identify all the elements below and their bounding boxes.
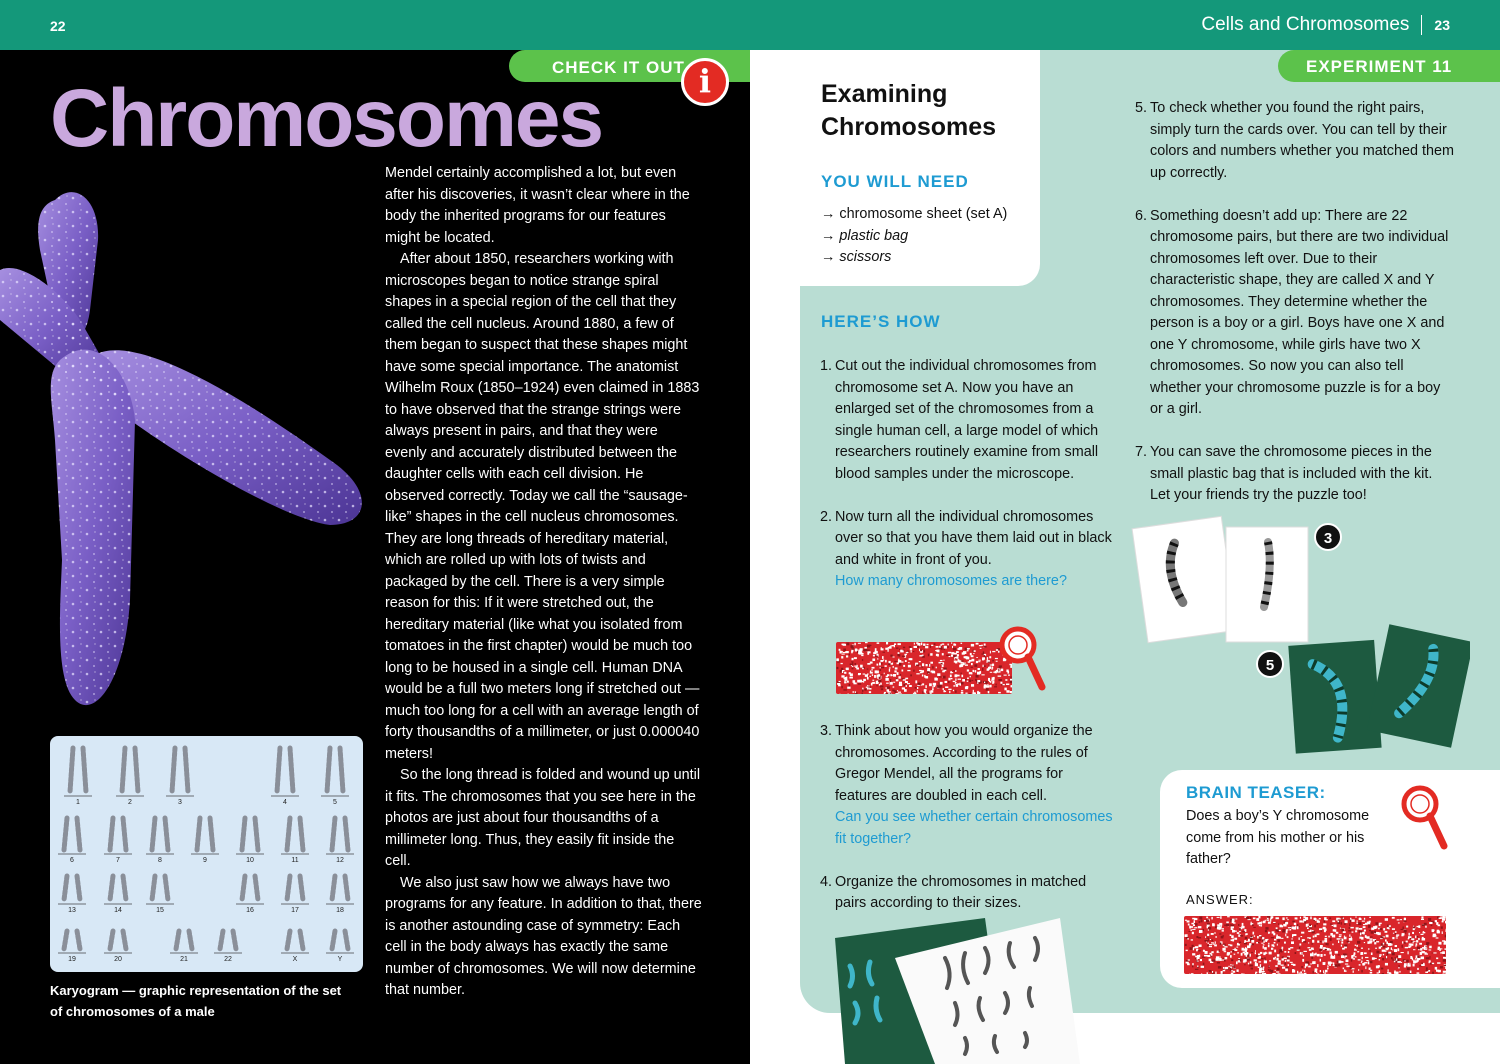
karyogram-number: 10	[246, 857, 254, 864]
karyogram-number: Y	[337, 956, 343, 963]
info-icon: i	[681, 58, 729, 106]
karyogram-chromosome-pair	[214, 931, 242, 963]
step-text: You can save the chromosome pieces in the small plastic bag that is included with the kit. Let your friends try the puzzle too!	[1150, 444, 1433, 503]
answer-field	[1184, 916, 1446, 974]
karyogram-chromosome-pair	[271, 748, 299, 806]
brain-teaser-box	[1160, 770, 1500, 988]
left-page-number: 22	[50, 18, 66, 34]
karyogram-number: X	[292, 956, 298, 963]
karyogram-number: 15	[156, 907, 164, 914]
answer-label: ANSWER:	[1186, 892, 1254, 907]
experiment-title-line: Examining	[821, 80, 948, 108]
karyogram-number: 3	[178, 799, 182, 806]
step-item	[1135, 442, 1455, 507]
karyogram-number: 6	[70, 857, 74, 864]
heres-how-heading: HERE’S HOW	[821, 312, 941, 331]
karyogram-number: 2	[128, 799, 132, 806]
karyogram-caption: Karyogram — graphic representation of the set of chromosomes of a male	[50, 983, 342, 1019]
karyogram-number: 11	[291, 857, 299, 864]
karyogram-number: 12	[336, 857, 344, 864]
step-text: To check whether you found the right pairs, simply turn the cards over. You can tell by their colors and numbers whether you matched them up correctly.	[1150, 100, 1454, 181]
step-number: 2.	[820, 508, 833, 525]
step-question: How many chromosomes are there?	[835, 573, 1067, 589]
paragraph: After about 1850, researchers working with microscopes began to notice strange spiral shapes in a special region of the cell that they called the cell nucleus. Around 1880, a few of them began to suspect that these shapes might have some special importance. The anatomist Wilhelm Roux (1850–1924) even claimed in 1883 to have observed that the strange strings were always present in pairs, and that they were evenly and accurately distributed between the daughter cells with each cell division. He observed correctly. Today we call the “sausage-like” shapes in the cell nucleus chromosomes. They are long threads of hereditary material, which are rolled up with lots of twists and packaged by the cell. There is a very simple reason for this: If it were stretched out, the hereditary material (like what you isolated from tomatoes in the first chapter) would be much too long to be housed in a single cell. Human DNA would be a full two meters long if stretched out — much too long for a cell with an average length of forty thousandths of a millimeter, or just 0.000040 meters!	[385, 251, 700, 762]
step-number: 5.	[1135, 100, 1148, 116]
check-it-out-tab: CHECK IT OUT	[509, 50, 750, 82]
step-number: 3.	[820, 723, 833, 739]
karyogram-chart	[50, 736, 363, 972]
karyogram-number: 7	[116, 857, 120, 864]
paragraph: We also just saw how we always have two programs for any feature. In addition to that, there is another astounding case of symmetry: Each cell in the body always has exactly the same number of chromosomes. We will now determine that number.	[385, 874, 702, 998]
karyogram-chromosome-pair	[321, 748, 349, 806]
karyogram-number: 16	[246, 907, 254, 914]
karyogram-number: 20	[114, 956, 122, 963]
karyogram-number: 14	[114, 907, 122, 914]
answer-field	[836, 642, 1012, 694]
karyogram-number: 1	[76, 799, 80, 806]
karyogram-chromosome-pair	[104, 931, 132, 963]
step-number: 7.	[1135, 444, 1148, 460]
paragraph: So the long thread is folded and wound up until it fits. The chromosomes that you see here in the photos are just about four thousandths of a millimeter long. Thus, they easily fit inside the cell.	[385, 767, 701, 869]
you-will-need-heading: YOU WILL NEED	[821, 172, 969, 191]
body-text	[385, 163, 703, 1002]
karyogram-chromosome-pair	[58, 876, 86, 914]
magnifier-icon	[998, 625, 1046, 691]
step-item	[820, 507, 1115, 593]
karyogram-chromosome-pair	[58, 931, 86, 963]
step-text: Something doesn’t add up: There are 22 chromosome pairs, but there are two individual chromosomes left over. Due to their characteristic shape, they are called X and Y chromosomes. They determine whether the person is a boy or a girl. Boys have one X and one Y chromosome, while girls have two X chromosomes. So now you can also tell whether your chromosome puzzle is for a boy or a girl.	[1150, 207, 1449, 417]
page-title: Chromosomes	[50, 73, 603, 164]
karyogram-number: 21	[180, 956, 188, 963]
step-item	[1135, 98, 1455, 184]
karyogram-number: 9	[203, 857, 207, 864]
karyogram-number: 19	[68, 956, 76, 963]
left-page	[0, 50, 750, 1064]
step-item	[820, 721, 1115, 850]
karyogram-chromosome-pair	[170, 931, 198, 963]
karyogram-chromosome-pair	[326, 931, 354, 963]
step-text: Cut out the individual chromosomes from chromosome set A. Now you have an enlarged set of the chromosomes from a single human cell, a large model of which researchers routinely examine from small blood samples under the microscope.	[835, 358, 1099, 482]
step-item	[820, 872, 1115, 915]
karyogram-chromosome-pair	[326, 818, 354, 864]
steps-right-column	[1135, 98, 1455, 528]
step-question: Can you see whether certain chromosomes fit together?	[835, 809, 1113, 847]
chromosome-cards-illustration	[1130, 512, 1470, 757]
karyogram-chromosome-pair	[146, 818, 174, 864]
step-number: 1.	[820, 358, 833, 374]
right-header	[1201, 14, 1450, 36]
karyogram-chromosome-pair	[236, 818, 264, 864]
chapter-title: Cells and Chromosomes	[1201, 14, 1410, 35]
karyogram-chromosome-pair	[326, 876, 354, 914]
magnifier-icon	[1400, 784, 1448, 850]
need-item: → plastic bag	[821, 227, 909, 244]
experiment-tab: EXPERIMENT 11	[1278, 50, 1500, 82]
karyogram-chromosome-pair	[146, 876, 174, 914]
experiment-title	[821, 78, 996, 144]
steps-left-column	[820, 356, 1115, 593]
karyogram-number: 4	[283, 799, 287, 806]
karyogram-chromosome-pair	[104, 876, 132, 914]
experiment-title-line: Chromosomes	[821, 113, 997, 141]
step-text: Organize the chromosomes in matched pairs according to their sizes.	[835, 873, 1087, 911]
karyogram-number: 8	[158, 857, 162, 864]
karyogram-chromosome-pair	[236, 876, 264, 914]
step-number: 4.	[820, 873, 833, 890]
karyogram-chromosome-pair	[281, 818, 309, 864]
karyogram-chromosome-pair	[281, 876, 309, 914]
chromosome-sheet-photo	[835, 918, 1080, 1064]
karyogram-number: 22	[224, 956, 232, 963]
karyogram-number: 13	[68, 907, 76, 914]
brain-teaser-heading: BRAIN TEASER:	[1186, 783, 1326, 802]
right-page	[750, 50, 1500, 1064]
step-badge: 5	[1256, 650, 1284, 678]
karyogram-number: 18	[336, 907, 344, 914]
paragraph: Mendel certainly accomplished a lot, but even after his discoveries, it wasn’t clear where in the body the inherited programs for our features might be located.	[385, 165, 690, 246]
needs-list	[821, 204, 1007, 269]
karyogram-chromosome-pair	[166, 748, 194, 806]
step-item	[820, 356, 1115, 485]
karyogram-chromosome-pair	[58, 818, 86, 864]
right-page-number: 23	[1434, 17, 1450, 33]
chromosome-illustration	[0, 180, 380, 720]
karyogram-number: 5	[333, 799, 337, 806]
karyogram-image	[50, 736, 363, 972]
page-header-bar	[0, 0, 1500, 50]
step-text: Think about how you would organize the chromosomes. According to the rules of Gregor Mendel, all the programs for features are doubled in each cell.	[835, 723, 1093, 804]
karyogram-chromosome-pair	[191, 818, 219, 864]
header-divider	[1421, 15, 1422, 35]
step-number: 6.	[1135, 207, 1148, 224]
step-badge: 3	[1314, 523, 1342, 551]
karyogram-chromosome-pair	[104, 818, 132, 864]
step-text: Now turn all the individual chromosomes over so that you have them laid out in black and white in front of you.	[835, 508, 1112, 568]
karyogram-number: 17	[291, 907, 299, 914]
need-item: → chromosome sheet (set A)	[821, 206, 1008, 222]
need-item: → scissors	[821, 249, 892, 265]
step-item	[1135, 206, 1455, 421]
karyogram-chromosome-pair	[281, 931, 309, 963]
brain-teaser-question: Does a boy’s Y chromosome come from his mother or his father?	[1186, 808, 1370, 867]
karyogram-chromosome-pair	[116, 748, 144, 806]
steps-left-column-2	[820, 721, 1115, 936]
karyogram-chromosome-pair	[64, 748, 92, 806]
